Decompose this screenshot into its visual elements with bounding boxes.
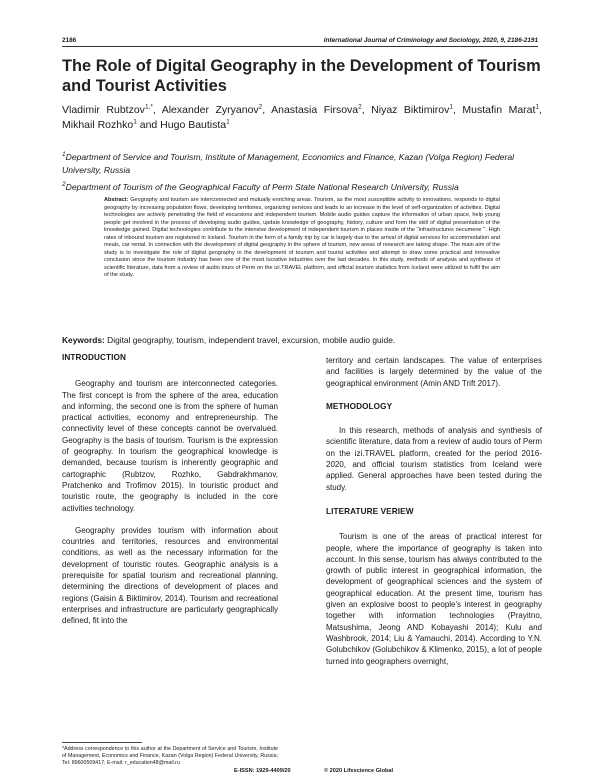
affiliation-mark: 1	[62, 151, 66, 159]
paragraph: Geography provides tourism with information about countries and territories, resources and environmental conditions, as well as the necessary information for the development of touristic routes. Geographic analysis is a prerequisite for spatial tourism and recreational planning, determining the directions of development of places and regions (Gaisin & Biktimirov, 2014). Tourism and recreational enterprises and infrastructure are particularly geographically defined, fit into the	[62, 525, 278, 626]
author-list	[62, 103, 542, 133]
abstract-text: Geography and tourism are interconnected and mutually enriching areas. Tourism, as the most susceptible activity to innovations, responds to digital geography by increasing population flows, developing territories, organizing services and leads to an increase in the level of self-organization of activities. Digital technologies are actively penetrating the field of excursions and independent tourism. Mobile audio guides capture the information of urban space, help young people get involved in the process of developing audio guides, update knowledge of geography, history, culture and form the skill of digital presentation of the knowledge gained. Digital technologies contribute to the intensive development of independent tourism in places inside of the "infrastructures oecumene ". High rates of inbound tourism are registered in Iceland. Tourism in the form of a family trip by car is largely due to the arrival of digital services for accommodation and meals, car rental. In connection with the development of digital geography in the sphere of tourism, new areas of research are taking shape. The main aim of the study is to investigate the role of digital geography in the development of tourism and tourist activities and attempt to draw some practical and innovative conclusion since the tourism industry has been one of the most lucrative industries over the last decades. In this study, methods of analysis and synthesis of scientific literature, data from a review of audio tours of Perm on the izi.TRAVEL platform, and official tourism statistics from Iceland were utilized to fulfil the aim of the study.	[104, 197, 500, 279]
author-affiliation-mark: 2	[358, 103, 362, 111]
right-column	[326, 355, 542, 667]
section-heading-introduction: INTRODUCTION	[62, 353, 126, 362]
abstract-label: Abstract:	[104, 197, 129, 203]
paragraph: In this research, methods of analysis and synthesis of scientific literature, data from a review of audio tours of Perm on the izi.TRAVEL platform, created for the period 2016-2020, and official tourism statistics from Iceland were applied. General approaches have been tested during the study.	[326, 426, 542, 492]
author-name: , Niyaz Biktimirov	[361, 104, 450, 116]
keywords	[62, 334, 542, 346]
article-title: The Role of Digital Geography in the Development of Tourism and Tourist Activities	[62, 57, 541, 95]
author-affiliation-mark: 1	[535, 103, 540, 111]
author-name: , Anastasia Firsova	[262, 104, 359, 116]
affiliation-2	[62, 181, 542, 194]
affiliation-1	[62, 151, 542, 177]
journal-citation: International Journal of Criminology and Sociology, 2020, 9, 2186-2191	[323, 37, 538, 44]
affiliation-text: Department of Service and Tourism, Institute of Management, Economics and Finance, Kazan (Volga Region) Federal University, Russia	[62, 152, 515, 175]
paragraph: territory and certain landscapes. The value of enterprises and facilities is largely determined by the value of the geographical environment (Amin AND Trift 2017).	[326, 356, 542, 388]
author-name: , Alexander Zyryanov	[152, 104, 259, 116]
keywords-label: Keywords:	[62, 335, 105, 345]
affiliation-text: Department of Tourism of the Geographical Faculty of Perm State National Research University, Russia	[65, 182, 459, 192]
abstract	[104, 197, 500, 280]
section-heading-literature-review: LITERATURE VERIEW	[326, 506, 414, 516]
left-column	[62, 352, 278, 627]
header-divider	[62, 46, 538, 47]
author-affiliation-mark: 2	[258, 103, 263, 111]
footnote-divider	[62, 742, 142, 743]
author-affiliation-mark: 1	[133, 118, 137, 126]
issn: E-ISSN: 1929-4409/20	[234, 768, 291, 774]
author-name: , Mikhail Rozhko	[62, 104, 542, 131]
author-name: Vladimir Rubtzov	[62, 104, 145, 116]
keywords-text: Digital geography, tourism, independent travel, excursion, mobile audio guide.	[104, 335, 396, 345]
author-affiliation-mark: 1,*	[144, 103, 153, 111]
paragraph: Geography and tourism are interconnected categories. The first concept is from the sphere of the area, education and informing, the second one is from the sphere of human practical activities, economy and entrepreneurship. The connectivity level of these concepts cannot be overvalued. Geography is the basis of tourism. Tourism is the expression of geography. In tourism the geographical knowledge is demanded, because tourism is inherently geographic and cartographic (Rubtzov, Rozhko, Gabdrakhmanov, Pratchenko and Trofimov 2015). In touristic product and touristic route, the geography is included in the core activities technology.	[62, 379, 278, 513]
paragraph: Tourism is one of the areas of practical interest for people, where the importance of geography is taken into account. In this sense, tourism has always contributed to the growth of public interest in geographical information, the development of geographical sciences and the system of geographical education. At the present time, tourism has given an explosive boost to people's interest in geography together with information technologies (Prayitno, Matsushima, Jeong AND Kobayashi 2014); Kulu and Washbrook, 2014; Liu & Yamauchi, 2014). According to Y.N. Golubchikov (Golubchikov & Klimenko, 2015), a lot of people turned into geographers overnight,	[326, 532, 542, 666]
affiliation-mark: 2	[62, 181, 66, 189]
author-affiliation-mark: 1	[449, 103, 454, 111]
author-name: , Mustafin Marat	[453, 104, 536, 116]
author-affiliation-mark: 1	[226, 118, 230, 126]
author-name: and Hugo Bautista	[136, 119, 227, 131]
correspondence-footnote: *Address correspondence to this author at the Department of Service and Tourism, Institute of Management, Economics and Finance, Kazan (Volga Region) Federal University, Russia; Tel: 89600509417; E-mail: r_education48@mail.ru	[62, 746, 278, 766]
page-number: 2186	[62, 37, 77, 44]
copyright: © 2020 Lifescience Global	[324, 768, 394, 774]
section-heading-methodology: METHODOLOGY	[326, 401, 393, 411]
